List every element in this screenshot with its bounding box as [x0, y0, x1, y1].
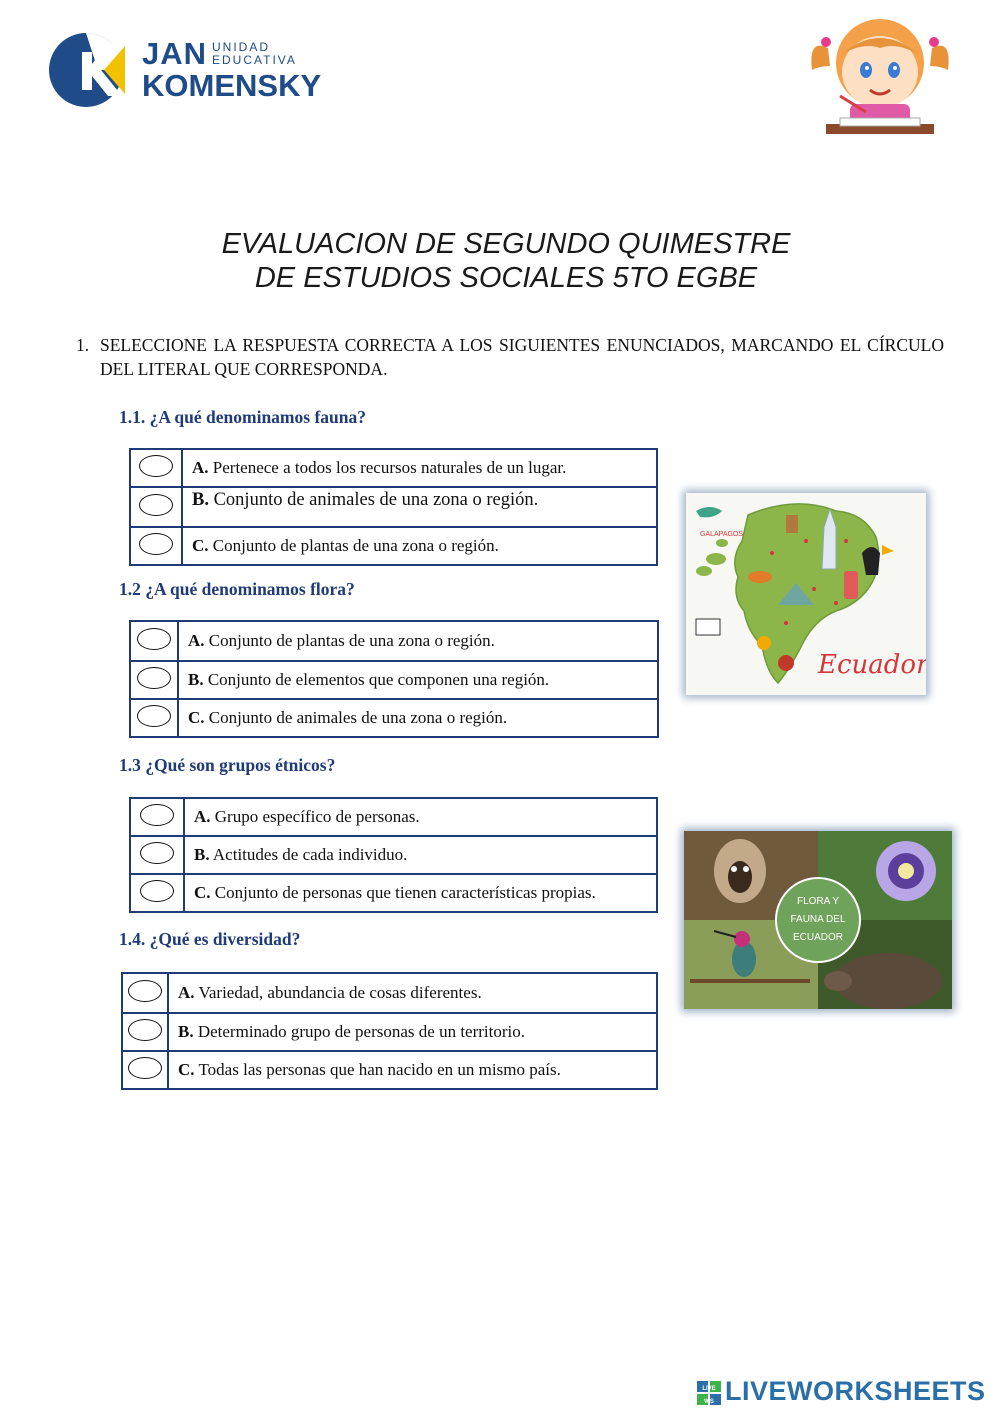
answer-circle-1-2-c[interactable]	[137, 705, 171, 727]
question-1-4-options	[121, 972, 658, 1090]
question-1-1-label: 1.1. ¿A qué denominamos fauna?	[119, 407, 366, 427]
passion-flower	[876, 841, 936, 901]
question-1-2-label: 1.2 ¿A qué denominamos flora?	[119, 579, 355, 599]
option-row	[122, 1013, 657, 1051]
option-text: Conjunto de animales de una zona o región.	[213, 490, 539, 510]
answer-circle-1-1-a[interactable]	[139, 455, 173, 477]
option-row	[130, 527, 657, 565]
option-letter: C.	[192, 536, 209, 555]
logo-educativa: EDUCATIVA	[212, 53, 297, 67]
liveworksheets-text: LIVEWORKSHEETS	[725, 1376, 986, 1406]
option-row	[130, 874, 657, 912]
flora-fauna-collage-icon	[684, 831, 952, 1009]
flora-fauna-image	[684, 831, 952, 1009]
question-1-3-options	[129, 797, 658, 913]
map-title: Ecuador	[818, 650, 926, 680]
orchid	[714, 839, 766, 903]
option-letter: B.	[178, 1022, 194, 1041]
option-letter: A.	[178, 983, 195, 1002]
option-text: Variedad, abundancia de cosas diferentes.	[198, 983, 482, 1002]
question-1-2-options	[129, 620, 659, 738]
option-row	[130, 836, 657, 874]
question-1-4-label: 1.4. ¿Qué es diversidad?	[119, 929, 301, 949]
k-logo-icon	[48, 30, 138, 110]
option-row	[130, 798, 657, 836]
badge-bottom-text: WS	[704, 1399, 714, 1405]
option-text: Pertenece a todos los recursos naturales de un lugar.	[212, 458, 567, 477]
option-row	[122, 1051, 657, 1089]
option-letter: C.	[178, 1060, 195, 1079]
logo-text-komensky: KOMENSKY	[142, 68, 322, 103]
instruction	[76, 333, 944, 381]
option-letter: C.	[194, 883, 211, 902]
answer-circle-1-4-a[interactable]	[128, 980, 162, 1002]
option-text: Grupo específico de personas.	[214, 807, 420, 826]
logo-unidad: UNIDAD	[212, 40, 271, 54]
badge-top-text: LIVE	[702, 1386, 716, 1392]
option-text: Conjunto de personas que tienen características propias.	[214, 883, 596, 902]
logo-text-jan: JAN	[142, 36, 208, 71]
question-1-1-options	[129, 448, 658, 566]
answer-circle-1-3-b[interactable]	[140, 842, 174, 864]
option-text: Conjunto de plantas de una zona o región.	[208, 631, 495, 650]
answer-circle-1-1-b[interactable]	[139, 494, 173, 516]
option-text: Todas las personas que han nacido en un mismo país.	[198, 1060, 561, 1079]
answer-circle-1-2-b[interactable]	[137, 667, 171, 689]
option-row	[130, 449, 657, 487]
option-letter: B.	[194, 845, 210, 864]
answer-circle-1-1-c[interactable]	[139, 533, 173, 555]
flora-title-line-3: ECUADOR	[792, 932, 844, 943]
option-letter: B.	[192, 490, 209, 510]
logo-text-unidad	[212, 41, 297, 67]
option-row	[130, 621, 658, 661]
answer-circle-1-3-a[interactable]	[140, 804, 174, 826]
flora-title-line-2: FAUNA DEL	[790, 914, 846, 925]
option-text: Determinado grupo de personas de un territorio.	[197, 1022, 525, 1041]
flora-title-line-1: FLORA Y	[796, 896, 840, 907]
answer-circle-1-2-a[interactable]	[137, 628, 171, 650]
page-title-line-1: EVALUACION DE SEGUNDO QUIMESTRE	[221, 228, 791, 260]
girl-writing-illustration	[800, 8, 960, 140]
question-1-3-label: 1.3 ¿Qué son grupos étnicos?	[119, 755, 336, 775]
instruction-number: 1.	[76, 335, 90, 355]
option-letter: A.	[192, 458, 209, 477]
map-region-label: GALAPAGOS	[700, 531, 744, 538]
option-letter: A.	[194, 807, 211, 826]
liveworksheets-brand	[697, 1376, 997, 1410]
answer-circle-1-4-c[interactable]	[128, 1057, 162, 1079]
answer-circle-1-3-c[interactable]	[140, 880, 174, 902]
answer-circle-1-4-b[interactable]	[128, 1019, 162, 1041]
liveworksheets-logo-icon	[697, 1381, 721, 1405]
option-text: Conjunto de elementos que componen una región.	[207, 670, 550, 689]
option-text: Conjunto de animales de una zona o región.	[208, 708, 508, 727]
option-row	[122, 973, 657, 1013]
option-text: Conjunto de plantas de una zona o región.	[212, 536, 499, 555]
option-letter: B.	[188, 670, 204, 689]
option-row	[130, 699, 658, 737]
option-text: Actitudes de cada individuo.	[212, 845, 408, 864]
option-row	[130, 487, 657, 527]
school-logo	[48, 30, 338, 110]
ecuador-map-image	[686, 493, 926, 695]
option-letter: A.	[188, 631, 205, 650]
option-letter: C.	[188, 708, 205, 727]
ecuador-map-icon	[686, 493, 926, 695]
option-row	[130, 661, 658, 699]
instruction-text: SELECCIONE LA RESPUESTA CORRECTA A LOS SIGUIENTES ENUNCIADOS, MARCANDO EL CÍRCULO DEL LITERAL QUE CORRESPONDA.	[100, 335, 944, 379]
page-title-line-2: DE ESTUDIOS SOCIALES 5TO EGBE	[254, 262, 758, 294]
